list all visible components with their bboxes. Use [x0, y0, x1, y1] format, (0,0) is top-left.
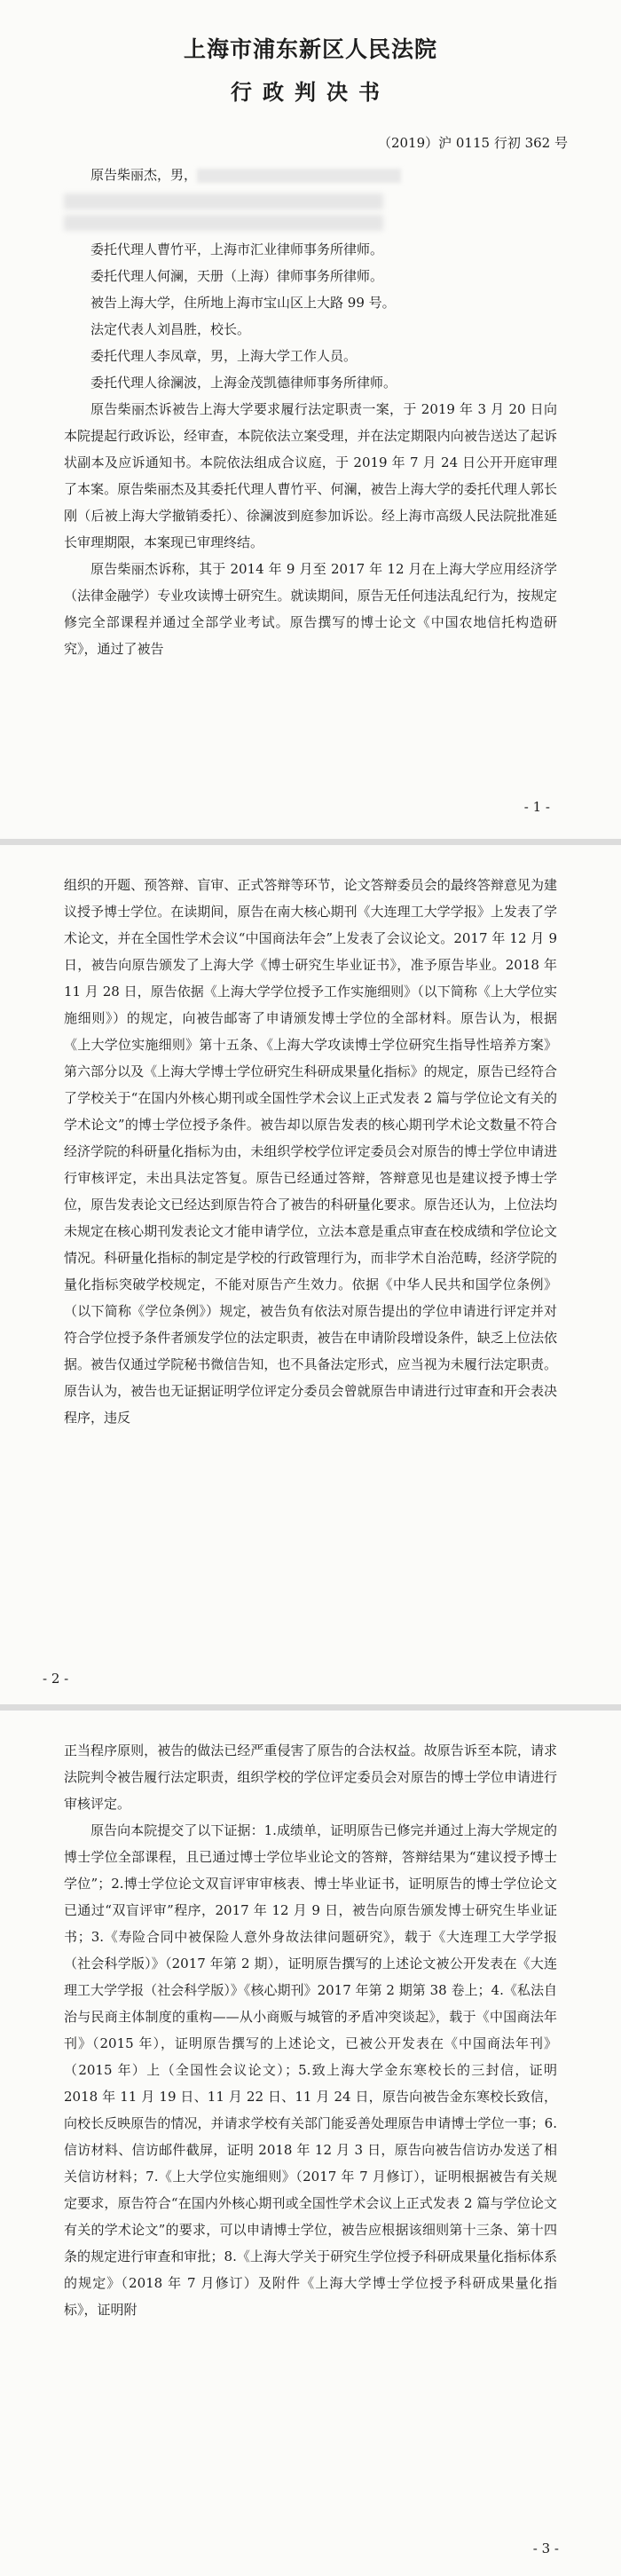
party-line: 委托代理人曹竹平，上海市汇业律师事务所律师。	[90, 241, 384, 257]
page-2	[0, 845, 621, 1704]
party-plaintiff-text: 原告柴丽杰，男，	[90, 167, 198, 183]
party-defendant: 被告上海大学，住所地上海市宝山区上大路 99 号。	[90, 295, 396, 311]
page-3	[0, 1711, 621, 2576]
document-type-title: 行政判决书	[231, 79, 390, 105]
page-number: - 3 -	[532, 2540, 559, 2556]
body-paragraph: 原告柴丽杰诉被告上海大学要求履行法定职责一案，于 2019 年 3 月 20 日向本院提起行政诉讼，经审查，本院依法立案受理，并在法定期限内向被告送达了起诉状副本及应诉通知书。本院依法组成合议庭，于 2019 年 7 月 24 日公开开庭审理了本案。原告柴丽杰及其委托代理人曹竹平、何澜，被告上海大学的委托代理人郭长刚（后被上海大学撤销委托）、徐澜波到庭参加诉讼。经上海市高级人民法院批准延长审理期限，本案现已审理终结。	[64, 401, 557, 550]
page-2-text	[64, 872, 557, 1431]
body-paragraph: 正当程序原则，被告的做法已经严重侵害了原告的合法权益。故原告诉至本院，请求法院判令被告履行法定职责，组织学校的学位评定委员会对原告的博士学位申请进行审核评定。	[64, 1742, 557, 1812]
page-1	[0, 0, 621, 839]
court-name: 上海市浦东新区人民法院	[183, 36, 437, 62]
party-line: 委托代理人李凤章，男，上海大学工作人员。	[90, 348, 358, 364]
page-3-text	[64, 1737, 557, 2323]
party-plaintiff	[64, 162, 557, 188]
redacted-line	[64, 215, 383, 231]
redacted-line	[64, 194, 383, 209]
party-line: 委托代理人何澜，天册（上海）律师事务所律师。	[90, 268, 384, 284]
party-line: 法定代表人刘昌胜，校长。	[90, 321, 251, 337]
body-paragraph: 原告柴丽杰诉称，其于 2014 年 9 月至 2017 年 12 月在上海大学应用经济学（法律金融学）专业攻读博士研究生。就读期间，原告无任何违法乱纪行为，按规定修完全部课程并通过全部学业考试。原告撰写的博士论文《中国农地信托构造研究》，通过了被告	[64, 561, 557, 657]
body-paragraph: 组织的开题、预答辩、盲审、正式答辩等环节，论文答辩委员会的最终答辩意见为建议授予博士学位。在读期间，原告在南大核心期刊《大连理工大学学报》上发表了学术论文，并在全国性学术会议“中国商法年会”上发表了会议论文。2017 年 12 月 9 日，被告向原告颁发了上海大学《博士研究生毕业证书》，准予原告毕业。2018 年 11 月 28 日，原告依据《上海大学学位授予工作实施细则》（以下简称《上大学位实施细则》）的规定，向被告邮寄了申请颁发博士学位的全部材料。原告认为，根据《上大学位实施细则》第十五条、《上海大学攻读博士学位研究生指导性培养方案》第六部分以及《上海大学博士学位研究生科研成果量化指标》的规定，原告已经符合了学校关于“在国内外核心期刊或全国性学术会议上正式发表 2 篇与学位论文有关的学术论文”的博士学位授予条件。被告却以原告发表的核心期刊学术论文数量不符合经济学院的科研量化指标为由，未组织学校学位评定委员会对原告的博士学位申请进行审核评定，未出具法定答复。原告已经通过答辩，答辩意见也是建议授予博士学位，原告发表论文已经达到原告符合了被告的科研量化要求。原告还认为，上位法均未规定在核心期刊发表论文才能申请学位，立法本意是重点审查在校成绩和学位论文情况。科研量化指标的制定是学校的行政管理行为，而非学术自治范畴，经济学院的量化指标突破学校规定，不能对原告产生效力。依据《中华人民共和国学位条例》（以下简称《学位条例》）规定，被告负有依法对原告提出的学位申请进行评定并对符合学位授予条件者颁发学位的法定职责，被告在申请阶段增设条件，缺乏上位法依据。被告仅通过学院秘书微信告知，也不具备法定形式，应当视为未履行法定职责。原告认为，被告也无证据证明学位评定分委员会曾就原告申请进行过审查和开会表决程序，违反	[64, 877, 557, 1426]
page-1-text	[64, 162, 557, 662]
page-number: - 1 -	[523, 799, 550, 815]
party-line: 委托代理人徐澜波，上海金茂凯德律师事务所律师。	[90, 375, 397, 391]
page-number: - 2 -	[43, 1671, 69, 1687]
body-paragraph: 原告向本院提交了以下证据：1.成绩单，证明原告已修完并通过上海大学规定的博士学位全部课程，且已通过博士学位毕业论文的答辩，答辩结果为“建议授予博士学位”；2.博士学位论文双盲评审审核表、博士毕业证书，证明原告的博士学位论文已通过“双盲评审”程序，2017 年 12 月 9 日，被告向原告颁发博士研究生毕业证书；3.《寿险合同中被保险人意外身故法律问题研究》，载于《大连理工大学学报（社会科学版）》（2017 年第 2 期），证明原告撰写的上述论文被公开发表在《大连理工大学学报（社会科学版）》《核心期刊》2017 年第 2 期第 38 卷上；4.《私法自治与民商主体制度的重构——从小商贩与城管的矛盾冲突谈起》，载于《中国商法年刊》（2015 年），证明原告撰写的上述论文，已被公开发表在《中国商法年刊》（2015 年）上（全国性会议论文）；5.致上海大学金东寒校长的三封信，证明 2018 年 11 月 19 日、11 月 22 日、11 月 24 日，原告向被告金东寒校长致信，向校长反映原告的情况，并请求学校有关部门能妥善处理原告申请博士学位一事；6.信访材料、信访邮件截屏，证明 2018 年 12 月 3 日，原告向被告信访办发送了相关信访材料；7.《上大学位实施细则》（2017 年 7 月修订），证明根据被告有关规定要求，原告符合“在国内外核心期刊或全国性学术会议上正式发表 2 篇与学位论文有关的学术论文”的要求，可以申请博士学位，被告应根据该细则第十三条、第十四条的规定进行审查和审批；8.《上海大学关于研究生学位授予科研成果量化指标体系的规定》（2018 年 7 月修订）及附件《上海大学博士学位授予科研成果量化指标》，证明附	[64, 1822, 557, 2318]
redacted-area	[197, 169, 401, 183]
case-number: （2019）沪 0115 行初 362 号	[377, 135, 568, 151]
